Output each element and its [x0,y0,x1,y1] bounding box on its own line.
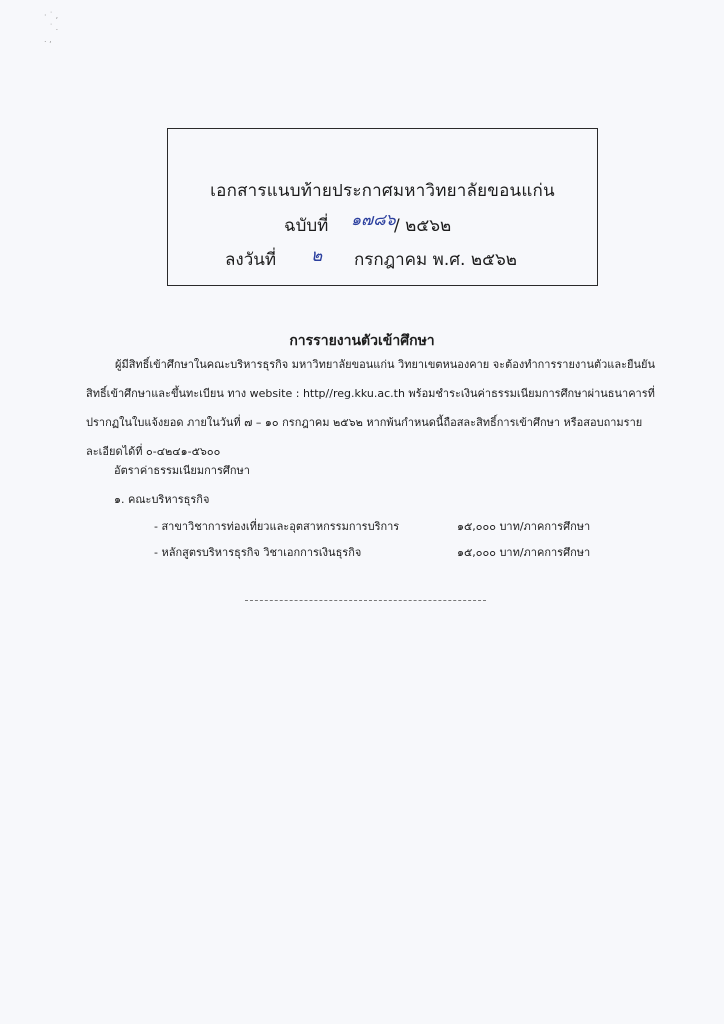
section-heading: การรายงานตัวเข้าศึกษา [289,333,435,349]
faculty-title: ๑. คณะบริหารธุรกิจ [114,493,210,506]
date-label: ลงวันที่ [225,250,277,270]
number-label: ฉบับที่ [284,216,329,236]
announcement-title: เอกสารแนบท้ายประกาศมหาวิทยาลัยขอนแก่น [210,181,555,201]
announcement-header-box [167,128,598,286]
end-divider [245,600,486,601]
handwritten-day: ๒ [311,246,323,266]
scan-specks: · ˙ , ˙ . . , [44,11,59,44]
paragraph-text: ผู้มีสิทธิ์เข้าศึกษาในคณะบริหารธุรกิจ มหาวิทยาลัยขอนแก่น วิทยาเขตหนองคาย จะต้องทำการรายงานตัวและยืนยันสิทธิ์เข้าศึกษาและขึ้นทะเบียน ทาง website : http//reg.kku.ac.th พร้อมชำระเงินค่าธรรมเนียมการศึกษาผ่านธนาคารที่ปรากฏในใบแจ้งยอด ภายในวันที่ ๗ – ๑๐ กรกฎาคม ๒๕๖๒ หากพ้นกำหนดนี้ถือสละสิทธิ์การเข้าศึกษา หรือสอบถามรายละเอียดได้ที่ ๐-๔๒๔๑-๕๖๐๐ [86,358,655,458]
program-fee: ๑๕,๐๐๐ บาท/ภาคการศึกษา [457,520,591,533]
fees-title: อัตราค่าธรรมเนียมการศึกษา [114,464,250,477]
program-name: - หลักสูตรบริหารธุรกิจ วิชาเอกการเงินธุรกิจ [154,546,362,559]
registration-paragraph [86,350,664,466]
number-year: / ๒๕๖๒ [394,216,452,236]
program-name: - สาขาวิชาการท่องเที่ยวและอุตสาหกรรมการบริการ [154,520,400,533]
handwritten-number: ๑๗๘๖ [351,210,396,229]
program-fee: ๑๕,๐๐๐ บาท/ภาคการศึกษา [457,546,591,559]
date-month-year: กรกฎาคม พ.ศ. ๒๕๖๒ [354,250,517,270]
